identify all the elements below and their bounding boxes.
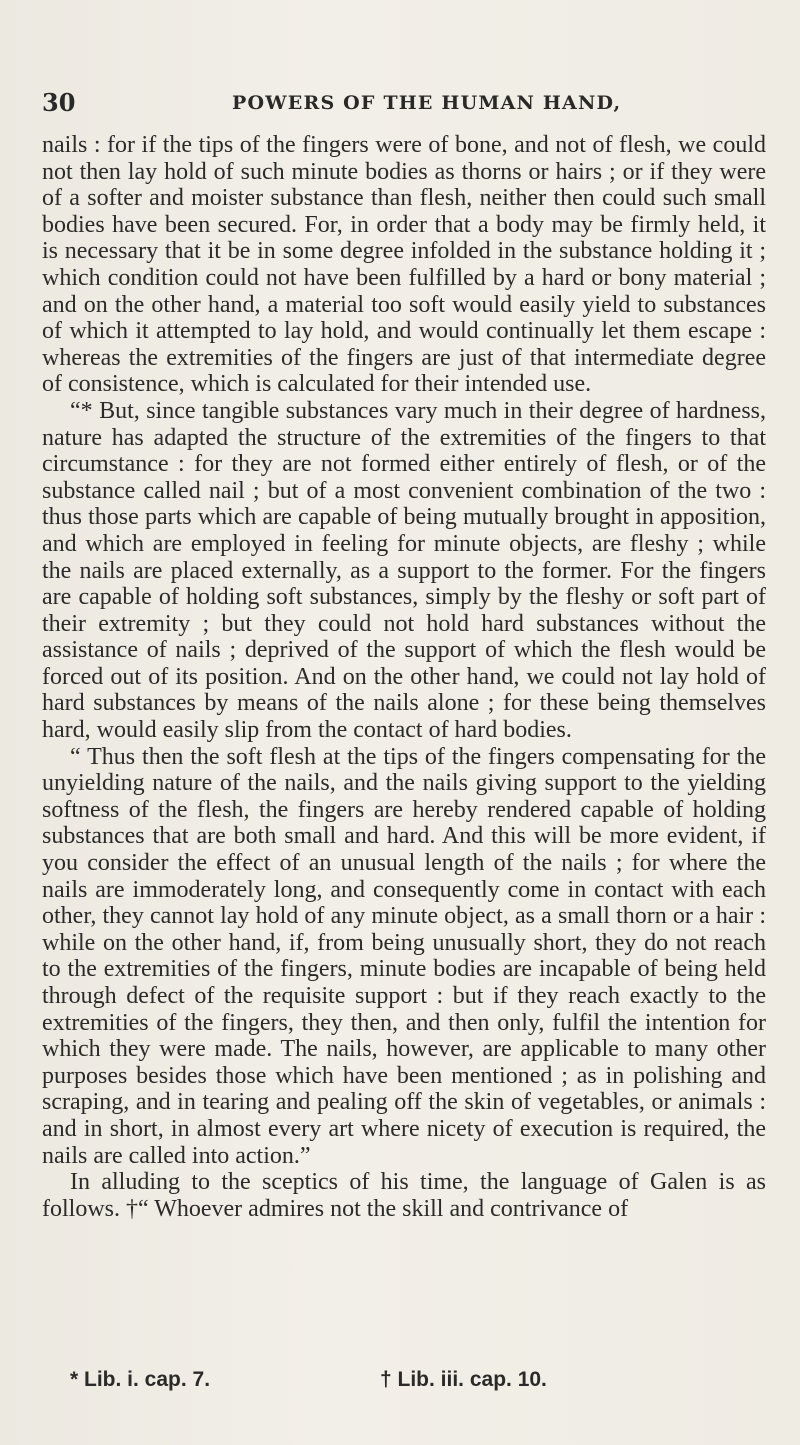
page-header: [42, 88, 762, 118]
paragraph-1: nails : for if the tips of the fingers were of bone, and not of flesh, we could not then lay hold of such minute bodies as thorns or hairs ; or if they were of a softer and moister substance than flesh, neither then could such small bodies have been secured. For, in order that a body may be firmly held, it is necessary that it be in some degree infolded in the substance holding it ; which condition could not have been fulfilled by a hard or bony material ; and on the other hand, a material too soft would easily yield to substances of which it attempted to lay hold, and would continually let them escape : whereas the extremities of the fingers are just of that intermediate degree of consistence, which is calculated for their intended use.: [42, 132, 766, 398]
page-number: 30: [42, 88, 76, 117]
footnote-2: † Lib. iii. cap. 10.: [380, 1368, 547, 1391]
running-title: POWERS OF THE HUMAN HAND,: [232, 92, 622, 114]
body-text: [42, 132, 766, 1222]
paragraph-4: In alluding to the sceptics of his time, the language of Galen is as follows. †“ Whoever admires not the skill and contrivance of: [42, 1169, 766, 1222]
paragraph-3: “ Thus then the soft flesh at the tips of the fingers compensating for the unyielding nature of the nails, and the nails giving support to the yielding softness of the flesh, the fingers are hereby rendered capable of holding substances that are both small and hard. And this will be more evident, if you consider the effect of an unusual length of the nails ; for where the nails are immoderately long, and consequently come in contact with each other, they cannot lay hold of any minute object, as a small thorn or a hair : while on the other hand, if, from being unusually short, they do not reach to the extremities of the fingers, minute bodies are incapable of being held through defect of the requisite support : but if they reach exactly to the extremities of the fingers, they then, and then only, fulfil the intention for which they were made. The nails, however, are applicable to many other purposes besides those which have been mentioned ; as in polishing and scraping, and in tearing and pealing off the skin of vegetables, or animals : and in short, in almost every art where nicety of execution is required, the nails are called into action.”: [42, 743, 766, 1169]
footnote-1: * Lib. i. cap. 7.: [70, 1368, 211, 1391]
paragraph-2: “* But, since tangible substances vary much in their degree of hardness, nature has adapted the structure of the extremities of the fingers to that circumstance : for they are not formed either entirely of flesh, or of the substance called nail ; but of a most convenient combination of the two : thus those parts which are capable of being mutually brought in apposition, and which are employed in feeling for minute objects, are fleshy ; while the nails are placed externally, as a support to the former. For the fingers are capable of holding soft substances, simply by the fleshy or soft part of their extremity ; but they could not hold hard substances without the assistance of nails ; deprived of the support of which the flesh would be forced out of its position. And on the other hand, we could not lay hold of hard substances by means of the nails alone ; for these being themselves hard, would easily slip from the contact of hard bodies.: [42, 397, 766, 744]
footnotes: [70, 1368, 750, 1398]
